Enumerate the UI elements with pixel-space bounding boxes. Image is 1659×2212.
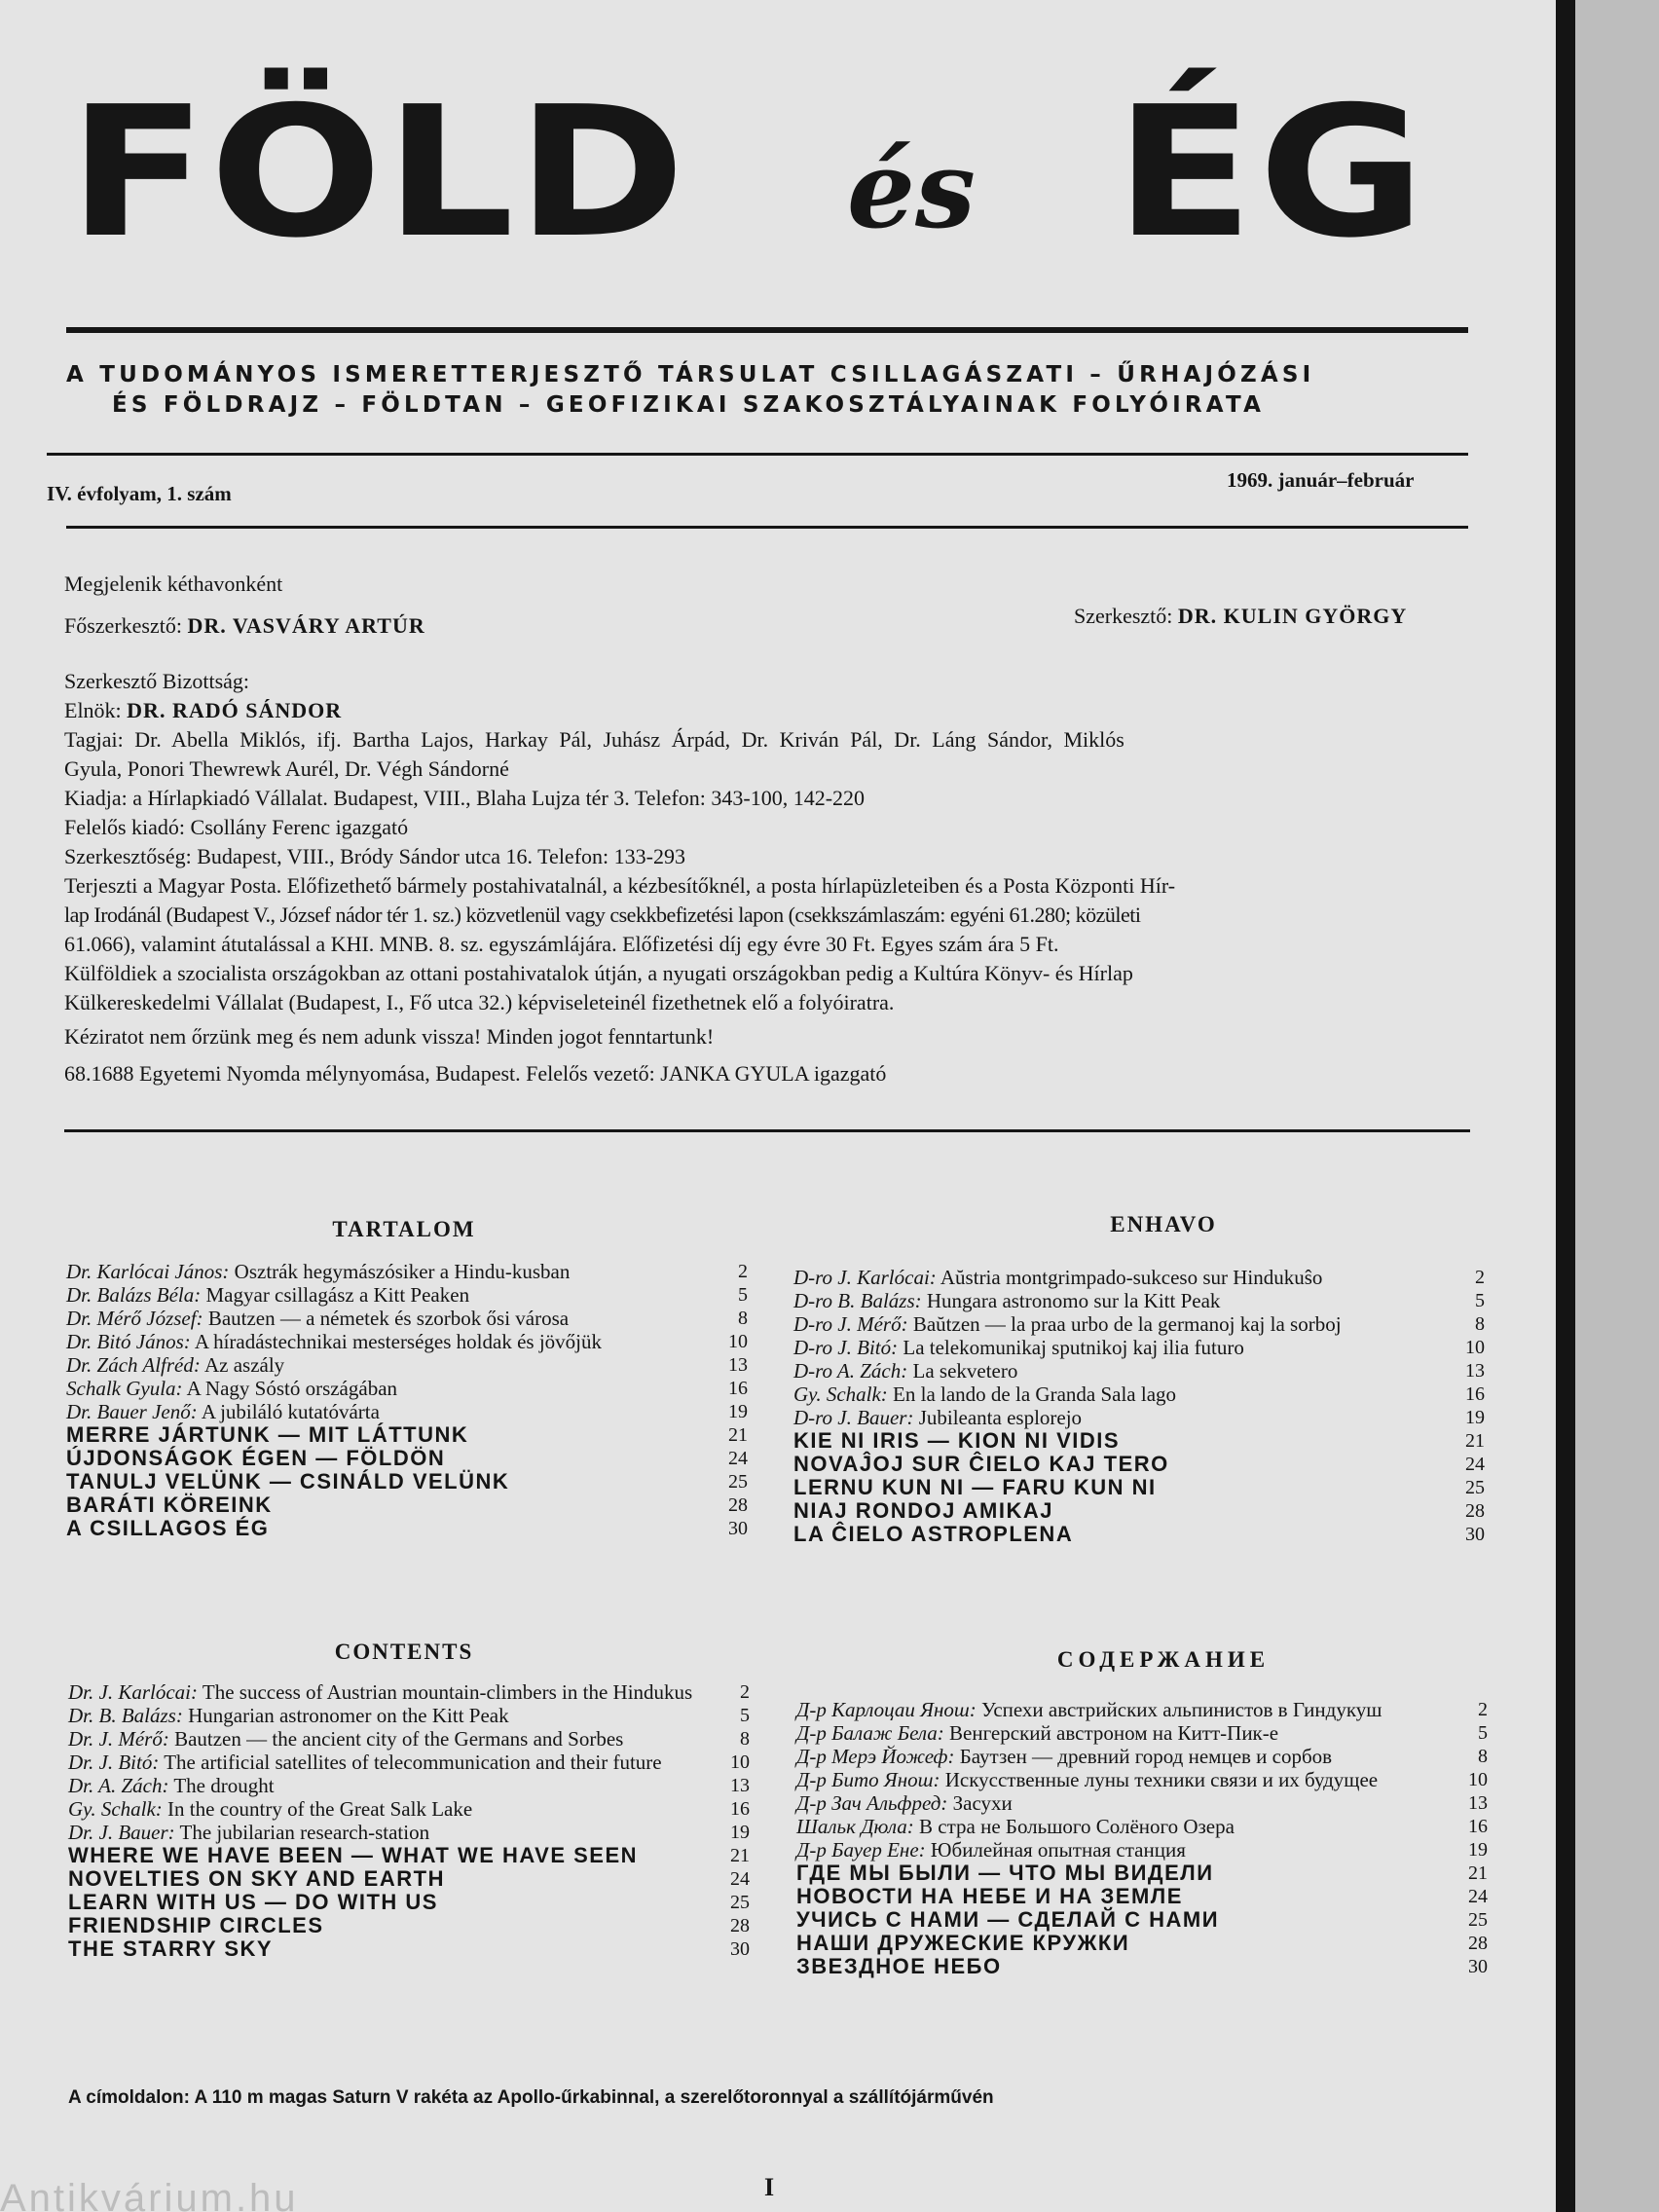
- toc-author: Д-р Карлоцаи Янош:: [796, 1698, 977, 1721]
- subtitle-line-2: ÉS FÖLDRAJZ – FÖLDTAN – GEOFIZIKAI SZAKOSZTÁLYAINAK FOLYÓIRATA: [112, 392, 1266, 418]
- toc-en-title: CONTENTS: [334, 1640, 474, 1664]
- toc-author: Д-р Мерэ Йожеф:: [796, 1745, 955, 1768]
- toc-entry-text: [68, 1891, 750, 1914]
- toc-author: Dr. Bauer Jenő:: [66, 1400, 198, 1423]
- toc-entry-text: [793, 1359, 1485, 1382]
- editor-row: [1074, 602, 1407, 631]
- toc-entry-text: [793, 1499, 1485, 1523]
- toc-entry-text: [66, 1493, 748, 1517]
- toc-entry: [796, 1698, 1488, 1721]
- toc-author: D-ro J. Karlócai:: [793, 1266, 937, 1289]
- toc-entry-text: [793, 1382, 1485, 1406]
- toc-page-number: 19: [730, 1822, 750, 1843]
- printer-note: 68.1688 Egyetemi Nyomda mélynyomása, Budapest. Felelős vezető: JANKA GYULA igazgató: [64, 1061, 887, 1086]
- toc-title-text: ÚJDONSÁGOK ÉGEN — FÖLDÖN: [66, 1446, 446, 1470]
- toc-title-text: TANULJ VELÜNK — CSINÁLD VELÜNK: [66, 1469, 510, 1493]
- toc-title-text: NIAJ RONDOJ AMIKAJ: [793, 1498, 1053, 1523]
- toc-entry: [68, 1774, 750, 1797]
- board-label: Szerkesztő Bizottság:: [64, 669, 250, 693]
- toc-ru: [796, 1698, 1488, 1978]
- toc-entry: [68, 1727, 750, 1751]
- toc-entry: [66, 1283, 748, 1307]
- toc-entry: [66, 1517, 748, 1540]
- masthead-es: és: [847, 127, 976, 252]
- toc-entry: [68, 1891, 750, 1914]
- toc-title-text: La telekomunikaj sputnikoj kaj ilia futuro: [903, 1336, 1244, 1359]
- editor-in-chief-label: Főszerkesztő:: [64, 613, 182, 638]
- toc-author: Dr. J. Mérő:: [68, 1727, 169, 1751]
- toc-title-text: LERNU KUN NI — FARU KUN NI: [793, 1475, 1157, 1499]
- toc-entry-text: [796, 1955, 1488, 1978]
- toc-entry: [793, 1406, 1485, 1429]
- toc-entry-text: [796, 1885, 1488, 1908]
- toc-author: Schalk Gyula:: [66, 1377, 183, 1400]
- toc-entry-text: [66, 1377, 748, 1400]
- toc-entry-text: [66, 1423, 748, 1447]
- toc-entry: [66, 1447, 748, 1470]
- toc-entry: [66, 1377, 748, 1400]
- foreign-line-2: Külkereskedelmi Vállalat (Budapest, I., Fő utca 32.) képviseleteinél fizethetnek elő a folyóiratra.: [64, 990, 895, 1014]
- toc-page-number: 10: [1468, 1769, 1488, 1790]
- toc-entry: [66, 1400, 748, 1423]
- toc-title-text: La sekvetero: [912, 1359, 1018, 1382]
- background-strip: [1575, 0, 1659, 2212]
- toc-page-number: 5: [1475, 1290, 1485, 1311]
- toc-page-number: 21: [1465, 1430, 1485, 1452]
- toc-entry-text: [68, 1797, 750, 1821]
- toc-page-number: 8: [740, 1728, 750, 1750]
- toc-entry: [796, 1791, 1488, 1815]
- toc-entry-text: [793, 1453, 1485, 1476]
- subtitle-line-1: A TUDOMÁNYOS ISMERETTERJESZTŐ TÁRSULAT CSILLAGÁSZATI – ŰRHAJÓZÁSI: [66, 362, 1315, 387]
- toc-entry: [793, 1453, 1485, 1476]
- toc-author: D-ro J. Bauer:: [793, 1406, 914, 1429]
- toc-entry: [68, 1680, 750, 1704]
- toc-title-text: НАШИ ДРУЖЕСКИЕ КРУЖКИ: [796, 1931, 1130, 1955]
- toc-title-text: The drought: [173, 1774, 275, 1797]
- toc-entry: [793, 1476, 1485, 1499]
- toc-title-text: A híradástechnikai mesterséges holdak és jövőjük: [194, 1330, 602, 1353]
- toc-title-text: Az aszály: [203, 1353, 285, 1377]
- toc-author: Д-р Бито Янош:: [796, 1768, 940, 1791]
- toc-page-number: 25: [1468, 1909, 1488, 1931]
- toc-entry: [793, 1429, 1485, 1453]
- toc-entry: [793, 1359, 1485, 1382]
- toc-page-number: 2: [738, 1261, 748, 1282]
- issue-volume: IV. évfolyam, 1. szám: [47, 482, 232, 505]
- toc-entry: [796, 1862, 1488, 1885]
- toc-title-text: ЗВЕЗДНОЕ НЕБО: [796, 1954, 1002, 1978]
- editorial-office: Szerkesztőség: Budapest, VIII., Bródy Sándor utca 16. Telefon: 133-293: [64, 844, 685, 868]
- toc-title-text: Засухи: [952, 1791, 1013, 1815]
- toc-page-number: 28: [1465, 1500, 1485, 1522]
- toc-page-number: 5: [740, 1705, 750, 1726]
- toc-title-text: MERRE JÁRTUNK — MIT LÁTTUNK: [66, 1422, 469, 1447]
- toc-title-text: УЧИСЬ С НАМИ — СДЕЛАЙ С НАМИ: [796, 1907, 1220, 1932]
- toc-entry-text: [68, 1914, 750, 1937]
- toc-title-text: FRIENDSHIP CIRCLES: [68, 1913, 324, 1937]
- toc-entry: [796, 1932, 1488, 1955]
- toc-hu-title: TARTALOM: [332, 1217, 476, 1241]
- toc-page-number: 10: [728, 1331, 748, 1352]
- toc-page-number: 2: [1475, 1267, 1485, 1288]
- toc-entry: [796, 1815, 1488, 1838]
- masthead: [68, 29, 1470, 292]
- toc-page-number: 24: [1465, 1454, 1485, 1475]
- toc-page-number: 2: [740, 1681, 750, 1703]
- toc-title-text: Baŭtzen — la praa urbo de la germanoj kaj la sorboj: [912, 1312, 1342, 1336]
- toc-page-number: 28: [730, 1915, 750, 1936]
- toc-entry: [66, 1493, 748, 1517]
- toc-entry: [796, 1955, 1488, 1978]
- toc-eo-title: ENHAVO: [1110, 1212, 1217, 1236]
- page-edge-shadow: [1556, 0, 1575, 2212]
- toc-title-text: The success of Austrian mountain-climbers in the Hindukus: [202, 1680, 693, 1704]
- toc-author: Dr. J. Bitó:: [68, 1751, 160, 1774]
- toc-entry: [66, 1307, 748, 1330]
- toc-title-text: In the country of the Great Salk Lake: [167, 1797, 473, 1821]
- distribution-line-2: lap Irodánál (Budapest V., József nádor tér 1. sz.) közvetlenül vagy csekkbefizetési lapon (csekkszámlaszám: egyéni 61.280; közületi: [64, 903, 1141, 927]
- toc-hu: [66, 1260, 748, 1540]
- toc-entry-text: [793, 1336, 1485, 1359]
- toc-entry-text: [66, 1353, 748, 1377]
- chair-label: Elnök:: [64, 698, 122, 722]
- editor-label: Szerkesztő:: [1074, 604, 1173, 628]
- toc-title-text: A jubiláló kutatóvárta: [201, 1400, 380, 1423]
- toc-entry-text: [66, 1470, 748, 1493]
- toc-author: Шальк Дюла:: [796, 1815, 914, 1838]
- toc-title-text: Magyar csillagász a Kitt Peaken: [205, 1283, 470, 1307]
- toc-title-text: Hungarian astronomer on the Kitt Peak: [188, 1704, 509, 1727]
- publisher: Kiadja: a Hírlapkiadó Vállalat. Budapest, VIII., Blaha Lujza tér 3. Telefon: 343-100, 142-220: [64, 786, 866, 810]
- manuscripts-note: Kéziratot nem őrzünk meg és nem adunk vissza! Minden jogot fenntartunk!: [64, 1024, 715, 1049]
- toc-title-text: A CSILLAGOS ÉG: [66, 1516, 270, 1540]
- toc-author: D-ro B. Balázs:: [793, 1289, 922, 1312]
- toc-page-number: 10: [1465, 1337, 1485, 1358]
- toc-author: D-ro A. Zách:: [793, 1359, 908, 1382]
- chair-row: [64, 696, 342, 725]
- toc-entry-text: [796, 1745, 1488, 1768]
- toc-entry-text: [793, 1266, 1485, 1289]
- toc-title-text: Венгерский австроном на Китт-Пик-е: [949, 1721, 1279, 1745]
- toc-page-number: 8: [738, 1308, 748, 1329]
- frequency: Megjelenik kéthavonként: [64, 571, 283, 596]
- toc-title-text: В стра не Большого Солёного Озера: [919, 1815, 1235, 1838]
- toc-title-text: Юбилейная опытная станция: [930, 1838, 1186, 1862]
- toc-entry-text: [796, 1815, 1488, 1838]
- toc-page-number: 13: [1465, 1360, 1485, 1382]
- toc-title-text: NOVELTIES ON SKY AND EARTH: [68, 1866, 445, 1891]
- toc-page-number: 24: [730, 1868, 750, 1890]
- toc-title-text: The artificial satellites of telecommunication and their future: [164, 1751, 662, 1774]
- toc-entry-text: [796, 1862, 1488, 1885]
- toc-page-number: 21: [728, 1424, 748, 1446]
- toc-entry-text: [68, 1751, 750, 1774]
- toc-entry-text: [68, 1774, 750, 1797]
- toc-entry-text: [796, 1791, 1488, 1815]
- toc-entry-text: [793, 1289, 1485, 1312]
- toc-page-number: 13: [728, 1354, 748, 1376]
- toc-entry: [68, 1821, 750, 1844]
- toc-author: Д-р Зач Альфред:: [796, 1791, 948, 1815]
- toc-entry-text: [796, 1721, 1488, 1745]
- cover-note: A címoldalon: A 110 m magas Saturn V rakéta az Apollo-űrkabinnal, a szerelőtoronnyal a szállítójárművén: [68, 2087, 994, 2108]
- toc-author: Dr. Zách Alfréd:: [66, 1353, 201, 1377]
- toc-entry-text: [796, 1768, 1488, 1791]
- toc-entry: [66, 1470, 748, 1493]
- toc-title-text: A Nagy Sóstó országában: [186, 1377, 398, 1400]
- toc-en: [68, 1680, 750, 1961]
- toc-page-number: 8: [1478, 1746, 1488, 1767]
- toc-entry-text: [796, 1838, 1488, 1862]
- rule-issue: [66, 526, 1468, 529]
- rule-sub: [47, 453, 1468, 456]
- toc-author: Gy. Schalk:: [68, 1797, 163, 1821]
- toc-entry: [68, 1867, 750, 1891]
- issue-date: 1969. január–február: [1227, 468, 1415, 492]
- toc-entry: [793, 1336, 1485, 1359]
- toc-entry-text: [793, 1476, 1485, 1499]
- toc-title-text: Osztrák hegymászósiker a Hindu-kusban: [234, 1260, 571, 1283]
- toc-entry: [66, 1260, 748, 1283]
- toc-title-text: Aŭstria montgrimpado-sukceso sur Hindukuŝo: [940, 1266, 1323, 1289]
- toc-entry-text: [68, 1680, 750, 1704]
- toc-title-text: Искусственные луны техники связи и их будущее: [944, 1768, 1379, 1791]
- distribution-line-1: Terjeszti a Magyar Posta. Előfizethető bármely postahivatalnál, a kézbesítőknél, a posta hírlapüzleteiben és a Posta Központi Hír-: [64, 873, 1176, 898]
- toc-author: D-ro J. Bitó:: [793, 1336, 899, 1359]
- toc-entry: [793, 1523, 1485, 1546]
- toc-entry-text: [66, 1400, 748, 1423]
- toc-page-number: 21: [730, 1845, 750, 1866]
- toc-entry-text: [796, 1908, 1488, 1932]
- editor: DR. KULIN GYÖRGY: [1177, 604, 1408, 628]
- chair: DR. RADÓ SÁNDOR: [127, 698, 343, 722]
- toc-page-number: 30: [1465, 1524, 1485, 1545]
- toc-title-text: Jubileanta esplorejo: [918, 1406, 1083, 1429]
- toc-page-number: 25: [730, 1892, 750, 1913]
- toc-title-text: Успехи австрийских альпинистов в Гиндукуш: [980, 1698, 1382, 1721]
- toc-page-number: 19: [1465, 1407, 1485, 1428]
- toc-entry: [66, 1353, 748, 1377]
- toc-entry: [796, 1885, 1488, 1908]
- foreign-line-1: Külföldiek a szocialista országokban az ottani postahivatalok útján, a nyugati országokban pedig a Kultúra Könyv- és Hírlap: [64, 961, 1133, 985]
- toc-entry-text: [793, 1312, 1485, 1336]
- toc-page-number: 16: [728, 1378, 748, 1399]
- toc-title-text: The jubilarian research-station: [179, 1821, 430, 1844]
- toc-title-text: Hungara astronomo sur la Kitt Peak: [926, 1289, 1221, 1312]
- toc-page-number: 24: [728, 1448, 748, 1469]
- toc-page-number: 19: [1468, 1839, 1488, 1861]
- toc-author: Dr. J. Bauer:: [68, 1821, 175, 1844]
- toc-entry-text: [68, 1704, 750, 1727]
- toc-entry: [68, 1751, 750, 1774]
- toc-title-text: KIE NI IRIS — KION NI VIDIS: [793, 1428, 1121, 1453]
- toc-title-text: НОВОСТИ НА НЕБЕ И НА ЗЕМЛЕ: [796, 1884, 1183, 1908]
- toc-entry: [796, 1908, 1488, 1932]
- toc-page-number: 2: [1478, 1699, 1488, 1720]
- toc-author: Dr. B. Balázs:: [68, 1704, 183, 1727]
- toc-title-text: En la lando de la Granda Sala lago: [893, 1382, 1177, 1406]
- toc-entry-text: [68, 1937, 750, 1961]
- toc-page-number: 30: [730, 1938, 750, 1960]
- toc-title-text: NOVAĴOJ SUR ĈIELO KAJ TERO: [793, 1452, 1169, 1476]
- toc-entry: [796, 1768, 1488, 1791]
- toc-entry-text: [68, 1844, 750, 1867]
- toc-title-text: BARÁTI KÖREINK: [66, 1493, 273, 1517]
- page-number: I: [764, 2173, 775, 2201]
- toc-entry-text: [66, 1307, 748, 1330]
- toc-author: Gy. Schalk:: [793, 1382, 888, 1406]
- toc-page-number: 28: [1468, 1933, 1488, 1954]
- toc-author: Dr. Balázs Béla:: [66, 1283, 202, 1307]
- toc-title-text: LEARN WITH US — DO WITH US: [68, 1890, 438, 1914]
- toc-entry-text: [68, 1727, 750, 1751]
- toc-eo: [793, 1266, 1485, 1546]
- editor-in-chief-row: [64, 611, 425, 641]
- toc-page-number: 30: [1468, 1956, 1488, 1977]
- toc-page-number: 13: [730, 1775, 750, 1796]
- toc-entry: [793, 1266, 1485, 1289]
- toc-author: Д-р Бауер Ене:: [796, 1838, 926, 1862]
- toc-page-number: 10: [730, 1751, 750, 1773]
- distribution-line-3: 61.066), valamint átutalással a KHI. MNB. 8. sz. egyszámlájára. Előfizetési díj egy évre 30 Ft. Egyes szám ára 5 Ft.: [64, 932, 1059, 956]
- toc-entry: [68, 1704, 750, 1727]
- toc-page-number: 8: [1475, 1313, 1485, 1335]
- toc-page-number: 16: [1468, 1816, 1488, 1837]
- toc-entry: [793, 1382, 1485, 1406]
- toc-entry: [66, 1423, 748, 1447]
- toc-entry: [796, 1838, 1488, 1862]
- toc-title-text: Bautzen — the ancient city of the Germans and Sorbes: [174, 1727, 624, 1751]
- toc-ru-title: СОДЕРЖАНИЕ: [1056, 1647, 1271, 1672]
- toc-entry: [796, 1745, 1488, 1768]
- toc-title-text: THE STARRY SKY: [68, 1936, 274, 1961]
- toc-page-number: 5: [1478, 1722, 1488, 1744]
- toc-author: Dr. Bitó János:: [66, 1330, 191, 1353]
- toc-page-number: 24: [1468, 1886, 1488, 1907]
- members-line-2: Gyula, Ponori Thewrewk Aurél, Dr. Végh Sándorné: [64, 756, 509, 781]
- members-line-1: Tagjai: Dr. Abella Miklós, ifj. Bartha Lajos, Harkay Pál, Juhász Árpád, Dr. Kriván Pál, Dr. Láng Sándor, Miklós: [64, 727, 1124, 752]
- toc-title-text: WHERE WE HAVE BEEN — WHAT WE HAVE SEEN: [68, 1843, 639, 1867]
- responsible-publisher: Felelős kiadó: Csollány Ferenc igazgató: [64, 815, 409, 839]
- toc-entry-text: [796, 1932, 1488, 1955]
- toc-entry: [68, 1937, 750, 1961]
- toc-entry: [796, 1721, 1488, 1745]
- toc-page-number: 16: [730, 1798, 750, 1820]
- toc-author: Dr. A. Zách:: [68, 1774, 169, 1797]
- toc-entry-text: [793, 1406, 1485, 1429]
- toc-page-number: 5: [738, 1284, 748, 1306]
- watermark: Antikvárium.hu: [0, 2177, 299, 2212]
- toc-entry-text: [793, 1429, 1485, 1453]
- masthead-eg: ÉG: [1115, 67, 1430, 277]
- toc-entry: [68, 1797, 750, 1821]
- toc-entry: [793, 1312, 1485, 1336]
- toc-entry: [793, 1499, 1485, 1523]
- toc-entry-text: [66, 1447, 748, 1470]
- toc-page-number: 28: [728, 1494, 748, 1516]
- rule-imprint: [64, 1129, 1470, 1132]
- toc-title-text: ГДЕ МЫ БЫЛИ — ЧТО МЫ ВИДЕЛИ: [796, 1861, 1214, 1885]
- toc-entry-text: [796, 1698, 1488, 1721]
- toc-entry: [793, 1289, 1485, 1312]
- toc-entry-text: [66, 1283, 748, 1307]
- toc-page-number: 21: [1468, 1862, 1488, 1884]
- toc-entry-text: [66, 1260, 748, 1283]
- masthead-fold: FÖLD: [68, 67, 688, 277]
- toc-title-text: LA ĈIELO ASTROPLENA: [793, 1522, 1074, 1546]
- toc-title-text: Баутзен — древний город немцев и сорбов: [959, 1745, 1333, 1768]
- toc-page-number: 13: [1468, 1792, 1488, 1814]
- toc-page-number: 16: [1465, 1383, 1485, 1405]
- toc-entry-text: [793, 1523, 1485, 1546]
- editor-in-chief: DR. VASVÁRY ARTÚR: [187, 613, 425, 638]
- toc-author: Д-р Балаж Бела:: [796, 1721, 944, 1745]
- toc-entry: [68, 1914, 750, 1937]
- toc-author: Dr. Mérő József:: [66, 1307, 203, 1330]
- toc-entry-text: [66, 1517, 748, 1540]
- toc-author: D-ro J. Mérő:: [793, 1312, 908, 1336]
- toc-page-number: 25: [1465, 1477, 1485, 1498]
- toc-entry: [66, 1330, 748, 1353]
- toc-title-text: Bautzen — a németek és szorbok ősi városa: [207, 1307, 570, 1330]
- toc-entry: [68, 1844, 750, 1867]
- toc-author: Dr. Karlócai János:: [66, 1260, 230, 1283]
- toc-entry-text: [68, 1867, 750, 1891]
- rule-top: [66, 327, 1468, 333]
- toc-page-number: 25: [728, 1471, 748, 1493]
- toc-author: Dr. J. Karlócai:: [68, 1680, 198, 1704]
- toc-entry-text: [66, 1330, 748, 1353]
- toc-page-number: 19: [728, 1401, 748, 1422]
- toc-page-number: 30: [728, 1518, 748, 1539]
- toc-entry-text: [68, 1821, 750, 1844]
